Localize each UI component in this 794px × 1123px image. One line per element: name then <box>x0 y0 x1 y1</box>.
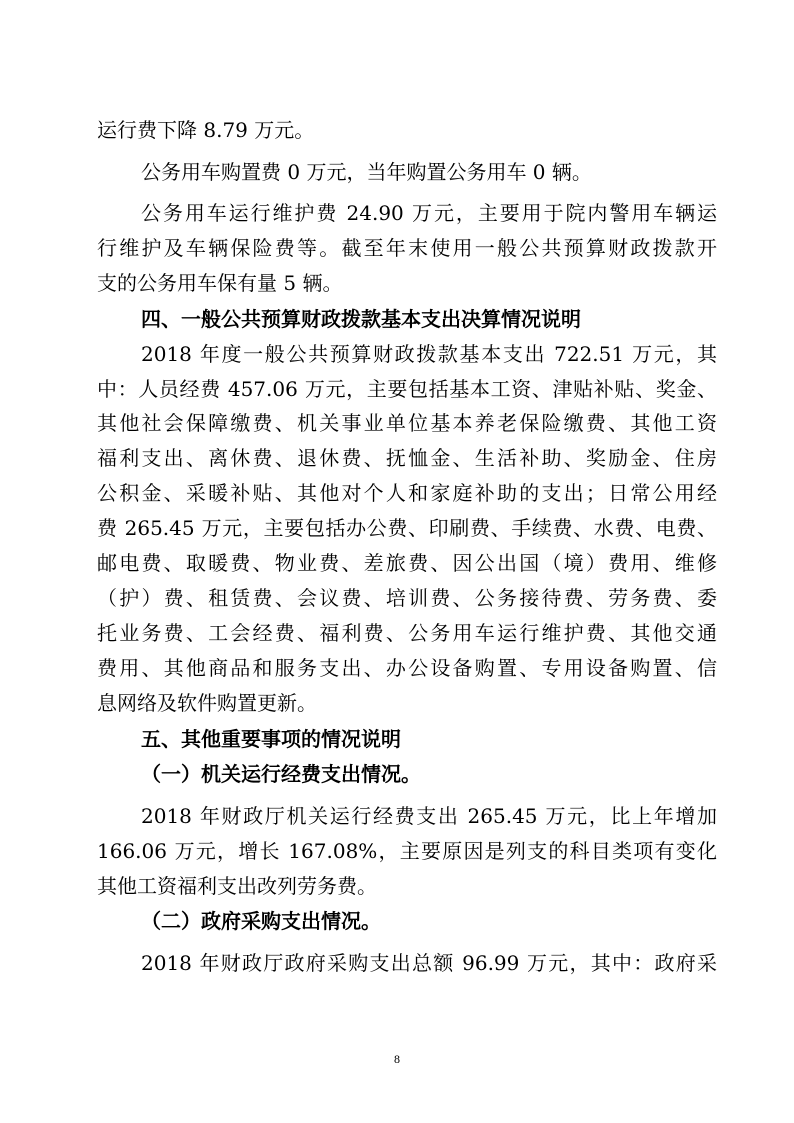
paragraph-line: 公务用车购置费 0 万元，当年购置公务用车 0 辆。 <box>141 160 592 184</box>
subsection-heading: （一）机关运行经费支出情况。 <box>141 762 421 786</box>
paragraph-line: 息网络及软件购置更新。 <box>97 691 317 715</box>
paragraph-line: 运行费下降 8.79 万元。 <box>97 118 315 142</box>
paragraph-line: 其他工资福利支出改列劳务费。 <box>97 874 377 898</box>
paragraph-line: 2018 年度一般公共预算财政拨款基本支出 722.51 万元，其 <box>141 342 717 366</box>
subsection-heading: （二）政府采购支出情况。 <box>141 909 381 933</box>
paragraph-line: 邮电费、取暖费、物业费、差旅费、因公出国（境）费用、维修 <box>97 551 717 575</box>
paragraph-line: 费 265.45 万元，主要包括办公费、印刷费、手续费、水费、电费、 <box>97 516 717 540</box>
paragraph-line: 其他社会保障缴费、机关事业单位基本养老保险缴费、其他工资 <box>97 411 717 435</box>
paragraph-line: 公务用车运行维护费 24.90 万元，主要用于院内警用车辆运 <box>141 201 717 225</box>
page-number: 8 <box>394 1052 400 1066</box>
paragraph-line: 费用、其他商品和服务支出、办公设备购置、专用设备购置、信 <box>97 656 717 680</box>
paragraph-line: 行维护及车辆保险费等。截至年末使用一般公共预算财政拨款开 <box>97 236 717 260</box>
section-heading: 四、一般公共预算财政拨款基本支出决算情况说明 <box>141 307 581 331</box>
section-heading: 五、其他重要事项的情况说明 <box>141 727 401 751</box>
paragraph-line: 166.06 万元，增长 167.08%，主要原因是列支的科目类项有变化 <box>97 839 717 863</box>
paragraph-line: 2018 年财政厅政府采购支出总额 96.99 万元，其中：政府采 <box>141 951 717 975</box>
paragraph-line: 2018 年财政厅机关运行经费支出 265.45 万元，比上年增加 <box>141 804 717 828</box>
paragraph-line: 支的公务用车保有量 5 辆。 <box>97 271 343 295</box>
paragraph-line: 公积金、采暖补贴、其他对个人和家庭补助的支出；日常公用经 <box>97 481 717 505</box>
paragraph-line: 中：人员经费 457.06 万元，主要包括基本工资、津贴补贴、奖金、 <box>97 377 717 401</box>
paragraph-line: 福利支出、离休费、退休费、抚恤金、生活补助、奖励金、住房 <box>97 446 717 470</box>
paragraph-line: （护）费、租赁费、会议费、培训费、公务接待费、劳务费、委 <box>97 586 717 610</box>
paragraph-line: 托业务费、工会经费、福利费、公务用车运行维护费、其他交通 <box>97 621 717 645</box>
